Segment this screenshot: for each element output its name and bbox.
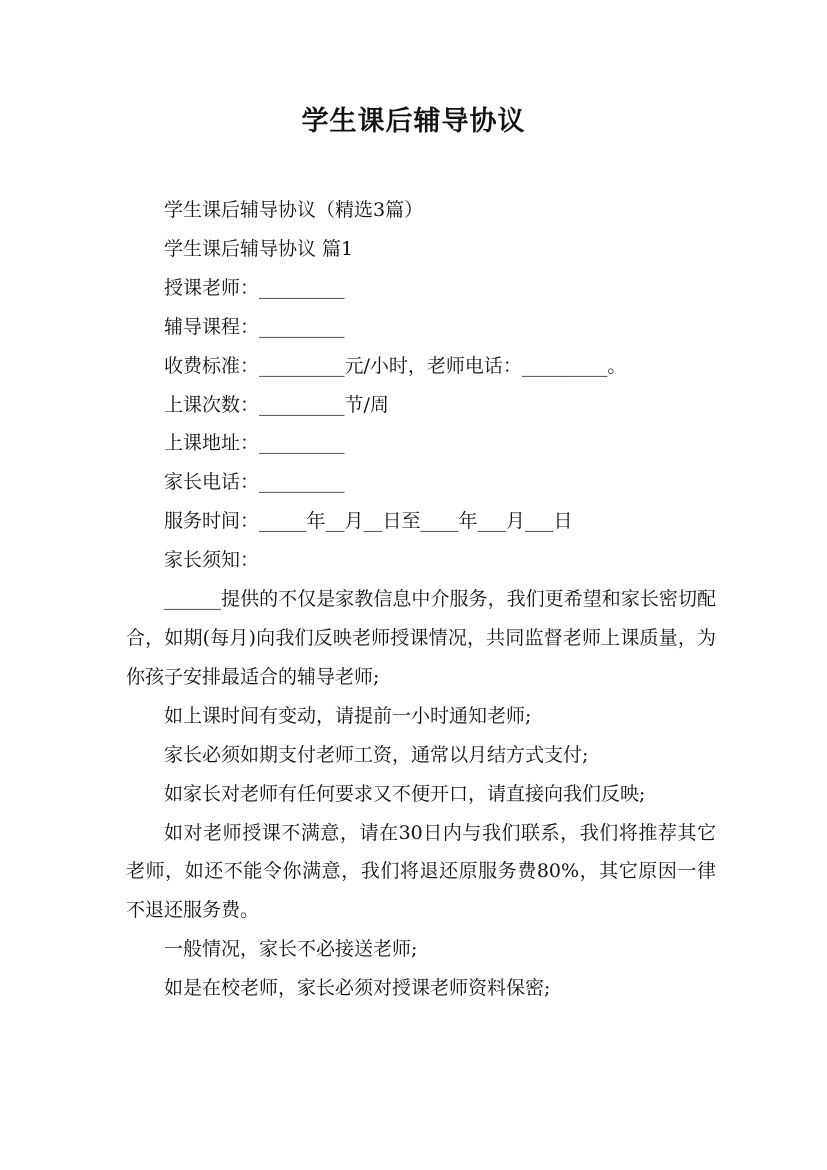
field-sessions: 上课次数：_________节/周: [164, 393, 389, 416]
notice-heading: 家长须知：: [164, 549, 260, 572]
field-fee-and-phone: 收费标准：_________元/小时，老师电话：_________。: [164, 354, 627, 377]
notice-item: 如上课时间有变动，请提前一小时通知老师;: [164, 704, 532, 727]
notice-item: 家长必须如期支付老师工资，通常以月结方式支付;: [164, 743, 589, 766]
notice-item: ______提供的不仅是家教信息中介服务，我们更希望和家长密切配合，如期(每月)向我们反映老师授课情况，共同监督老师上课质量，为你孩子安排最适合的辅导老师;: [126, 588, 716, 688]
field-course: 辅导课程：_________: [164, 315, 345, 338]
field-parent-phone: 家长电话：_________: [164, 471, 345, 494]
document-body: [126, 191, 716, 1008]
paragraph-subtitle: 学生课后辅导协议（精选3篇）: [164, 199, 424, 221]
notice-item: 一般情况，家长不必接送老师;: [164, 938, 418, 961]
notice-item: 如是在校老师，家长必须对授课老师资料保密;: [164, 977, 551, 1000]
field-teacher: 授课老师：_________: [164, 276, 345, 299]
field-service-period: 服务时间：_____年__月__日至____年___月___日: [164, 510, 573, 533]
notice-item: 如对老师授课不满意，请在30日内与我们联系，我们将推荐其它老师，如还不能令你满意，我们将退还原服务费80%，其它原因一律不退还服务费。: [126, 821, 716, 922]
paragraph-section-heading: 学生课后辅导协议 篇1: [164, 237, 354, 260]
notice-item: 如家长对老师有任何要求又不便开口，请直接向我们反映;: [164, 782, 646, 805]
document-title: 学生课后辅导协议: [301, 106, 526, 137]
field-address: 上课地址：_________: [164, 432, 345, 455]
